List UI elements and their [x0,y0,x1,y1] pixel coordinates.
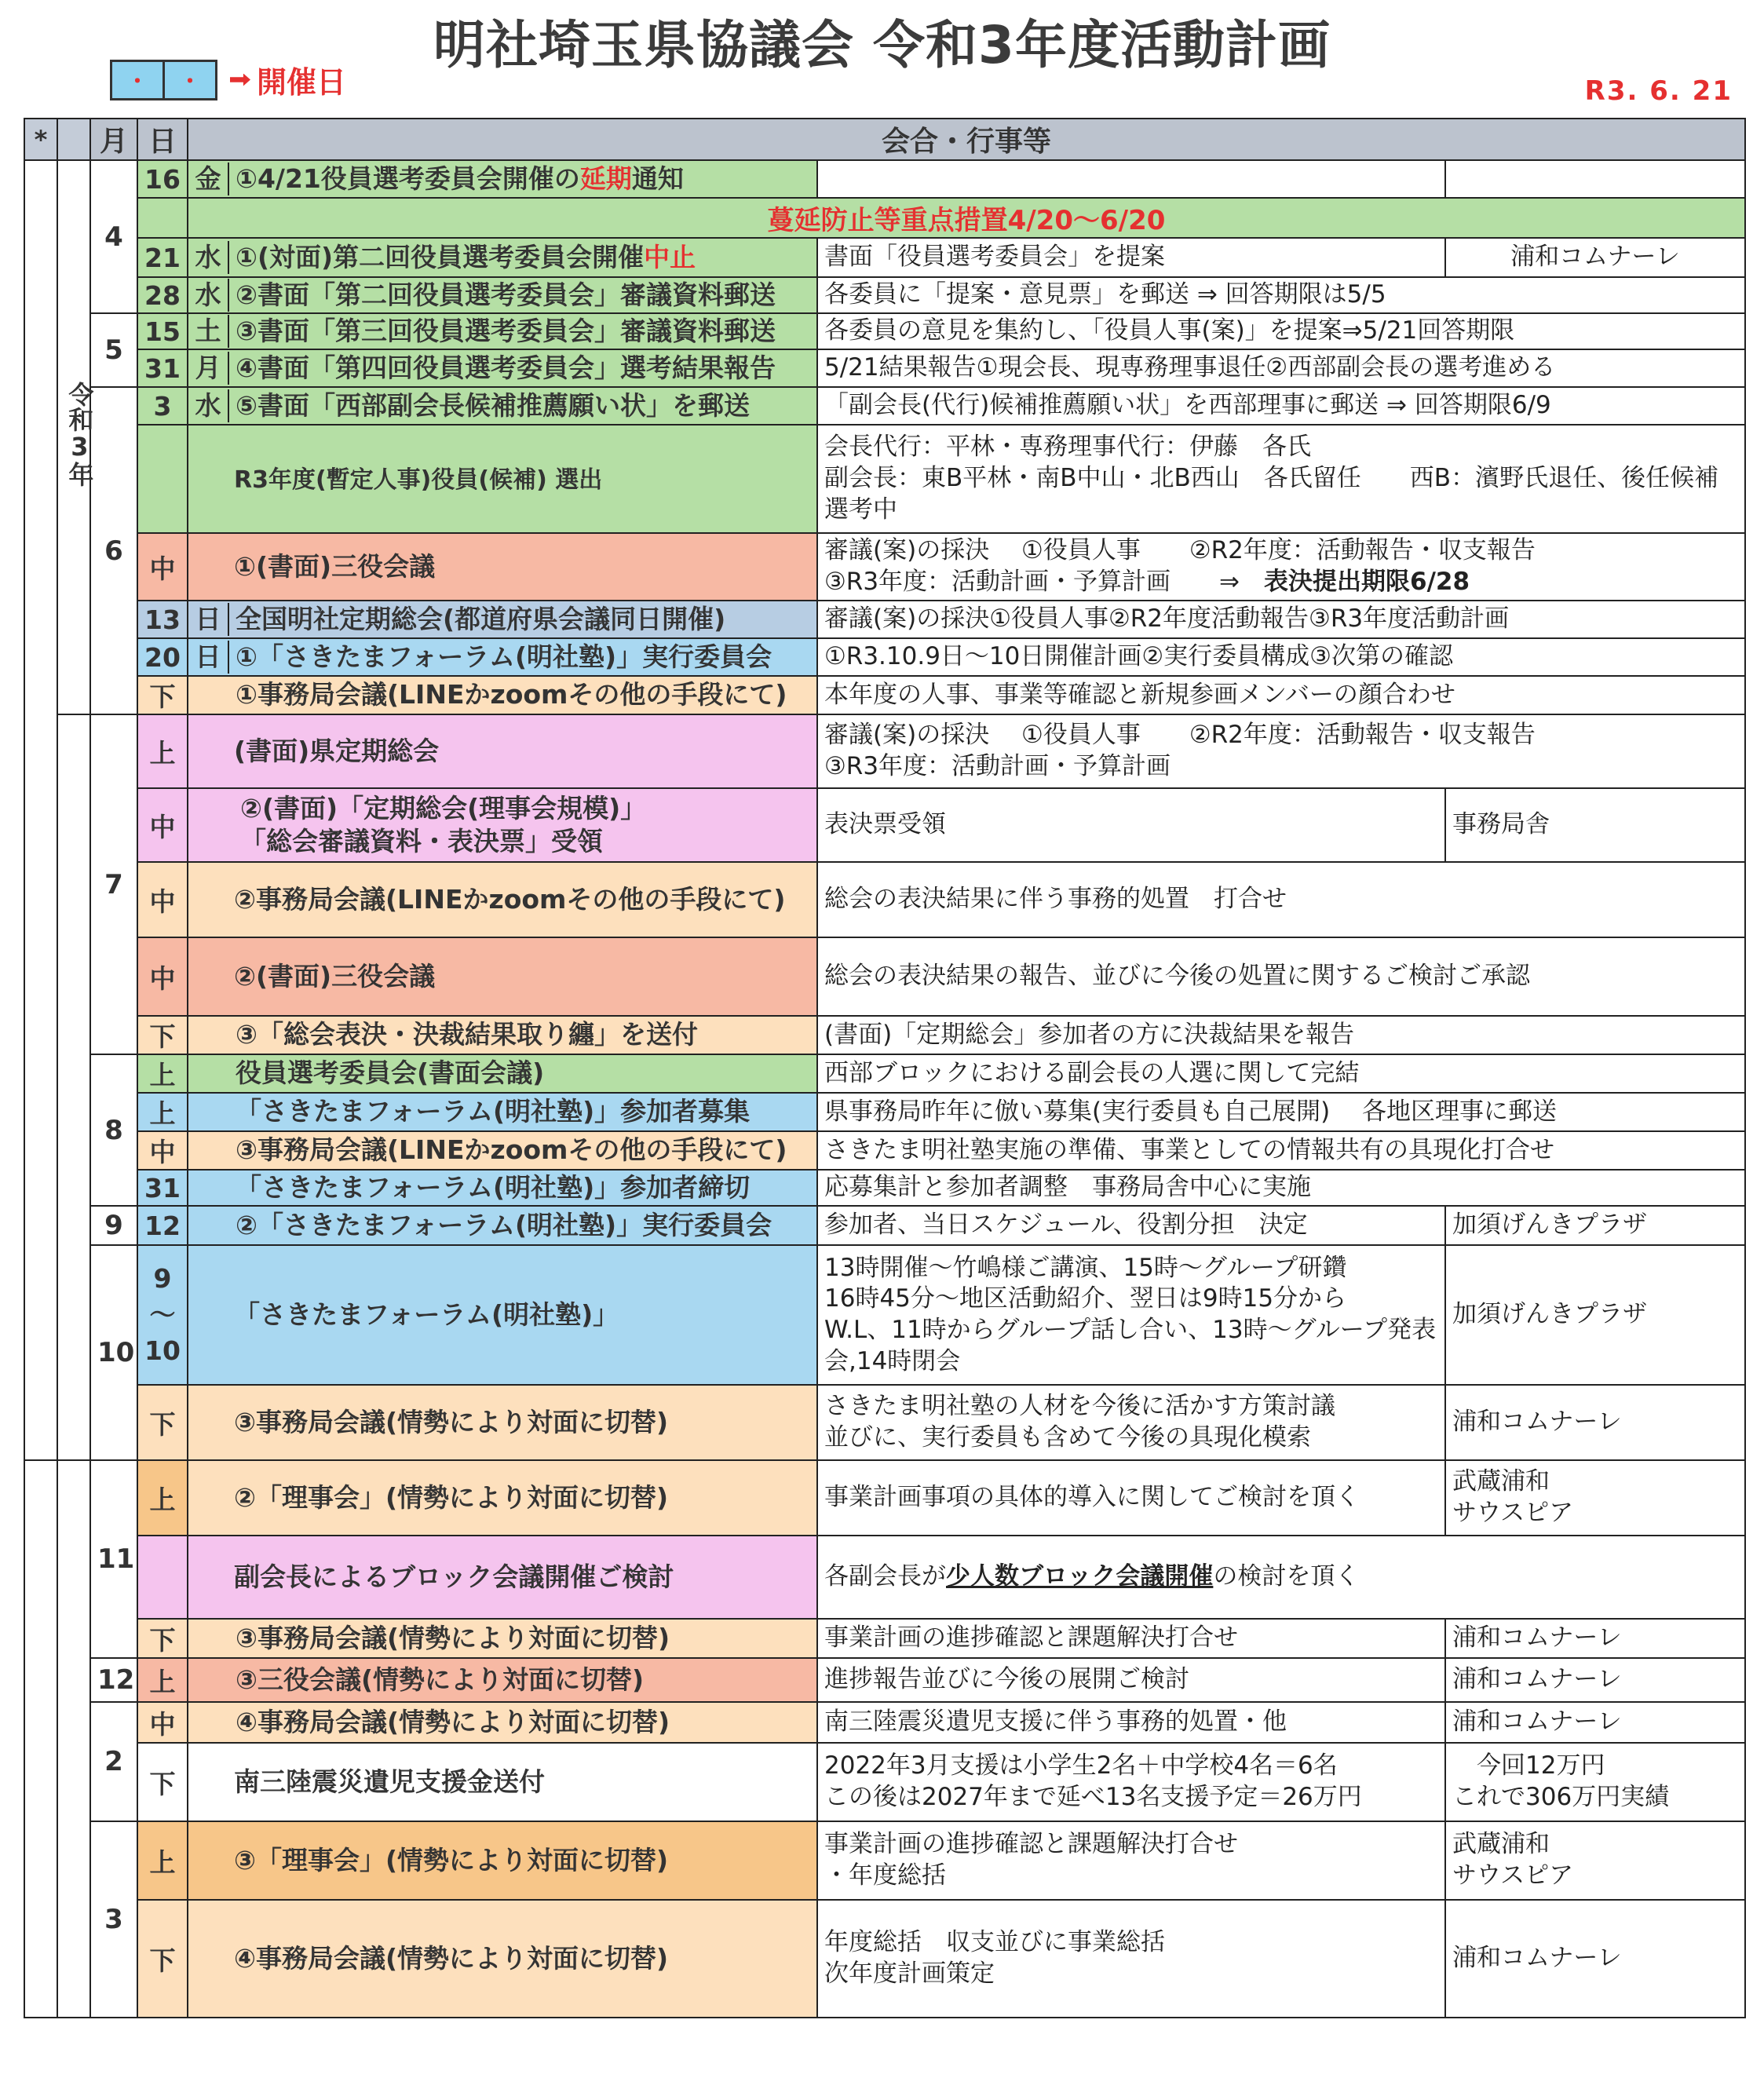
table-row [24,425,1745,533]
event-text: ①「さきたまフォーラム(明社塾)」実行委員会 [236,641,772,672]
note-cell: 事業計画事項の具体的導入に関してご検討を頂く [817,1460,1445,1536]
note-text: 各副会長が [824,1562,946,1591]
note-cell: 西部ブロックにおける副会長の人選に関して完結 [817,1054,1745,1093]
table-row [24,862,1745,937]
pointing-hand-icon [230,74,250,86]
day-cell [137,1536,188,1619]
place-cell: 浦和コムナーレ [1445,1619,1745,1658]
event-cell [188,533,817,601]
event-cell [188,1054,817,1093]
day-cell: 28 [137,277,188,313]
place-cell: 加須げんきプラザ [1445,1245,1745,1385]
table-row [24,714,1745,788]
day-cell: 下 [137,1619,188,1658]
legend-swatch: ・ [165,60,217,100]
place-cell: 浦和コムナーレ [1445,1658,1745,1702]
day-cell: 下 [137,676,188,714]
note-cell: 審議(案)の採決 ①役員人事 ②R2年度：活動報告・収支報告 ③R3年度：活動計画・予算計画 [817,714,1745,788]
table-row [24,638,1745,676]
month-cell: 9 [90,1206,137,1245]
legend-label: 開催日 [257,65,347,100]
table-row [24,601,1745,638]
header-day: 日 [137,119,188,160]
note-cell: (書面)「定期総会」参加者の方に決裁結果を報告 [817,1016,1745,1054]
era-spacer [24,1460,57,2018]
day-cell: 下 [137,1385,188,1460]
event-text: ③「理事会」(情勢により対面に切替) [234,1844,669,1875]
event-text: ⑤書面「西部副会長候補推薦願い状」を郵送 [236,389,750,421]
note-cell: 事業計画の進捗確認と課題解決打合せ [817,1619,1445,1658]
table-row [24,937,1745,1016]
event-text: 通知 [631,163,684,194]
event-cell [188,1702,817,1743]
event-cell [188,862,817,937]
month-cell: 7 [90,714,137,1054]
day-cell: 上 [137,1460,188,1536]
note-cell: 各委員に「提案・意見票」を郵送 ⇒ 回答期限は5/5 [817,277,1745,313]
note-cell: 応募集計と参加者調整 事務局舎中心に実施 [817,1170,1745,1206]
table-row [24,1619,1745,1658]
day-cell: 中 [137,862,188,937]
schedule-table [24,118,1746,2018]
table-row [24,349,1745,387]
note-cell: 表決票受領 [817,788,1445,862]
event-cell [188,601,817,638]
event-text: ③事務局会議(LINEかzoomその他の手段にて) [236,1134,787,1166]
weekday: 月 [188,352,229,385]
event-text: (書面)県定期総会 [234,735,440,766]
event-cell [188,387,817,425]
note-emphasis: 少人数ブロック会議開催 [946,1562,1214,1591]
weekday: 日 [188,641,229,674]
table-row [24,1170,1745,1206]
event-cell [188,349,817,387]
note-cell: 総会の表決結果に伴う事務的処置 打合せ [817,862,1745,937]
table-row [24,1821,1745,1900]
month-cell: 10 [90,1245,137,1460]
place-cell: 武蔵浦和 サウスピア [1445,1821,1745,1900]
note-cell: 会長代行：平林・専務理事代行：伊藤 各氏 副会長：東B平林・南B中山・北B西山 各氏留任 西B：濱野氏退任、後任候補選考中 [817,425,1745,533]
day-cell: 中 [137,937,188,1016]
event-highlight: 延期 [579,163,632,194]
month-cell: 2 [90,1702,137,1821]
day-cell: 15 [137,313,188,349]
note-cell: 年度総括 収支並びに事業総括 次年度計画策定 [817,1900,1445,2018]
table-row [24,198,1745,238]
table-row [24,1131,1745,1170]
legend-swatch: ・ [110,60,165,100]
event-text: ②事務局会議(LINEかzoomその他の手段にて) [234,883,786,915]
table-row [24,676,1745,714]
day-cell: 20 [137,638,188,676]
weekday: 日 [188,603,229,636]
table-row [24,1536,1745,1619]
weekday: 水 [188,279,229,312]
event-text: 全国明社定期総会(都道府県会議同日開催) [236,603,726,634]
event-cell [188,425,817,533]
event-cell [188,1743,817,1821]
day-cell: 中 [137,788,188,862]
note-cell: 2022年3月支援は小学生2名＋中学校4名＝6名 この後は2027年まで延べ13名支援予定＝26万円 [817,1743,1445,1821]
event-cell [188,1536,817,1619]
place-cell: 浦和コムナーレ [1445,1702,1745,1743]
place-cell: 事務局舎 [1445,788,1745,862]
place-cell: 今回12万円 これで306万円実績 [1445,1743,1745,1821]
event-text: ②書面「第二回役員選考委員会」審議資料郵送 [236,279,776,310]
note-cell [817,160,1445,198]
note-emphasis: 表決提出期限6/28 [1264,568,1470,596]
event-text: 「さきたまフォーラム(明社塾)」参加者募集 [236,1096,751,1127]
event-cell [188,714,817,788]
day-cell: 上 [137,1054,188,1093]
event-cell [188,1900,817,2018]
page-title: 明社埼玉県協議会 令和3年度活動計画 [433,15,1331,75]
era-label: 令和3年 [64,381,95,487]
place-cell [1445,160,1745,198]
month-cell: 8 [90,1054,137,1206]
event-cell [188,1170,817,1206]
event-cell [188,676,817,714]
event-text: ③三役会議(情勢により対面に切替) [236,1664,645,1695]
event-cell [188,1385,817,1460]
note-cell: 13時開催～竹嶋様ご講演、15時～グループ研鑽 16時45分～地区活動紹介、翌日は9時15分から W.L、11時からグループ話し合い、13時～グループ発表会,14時閉会 [817,1245,1445,1385]
table-row [24,1900,1745,2018]
table-row [24,160,1745,198]
day-cell: 12 [137,1206,188,1245]
day-cell: 9 ～ 10 [137,1245,188,1385]
note-text: の検討を頂く [1213,1562,1360,1591]
event-text: ④事務局会議(情勢により対面に切替) [236,1706,670,1737]
event-text: ①4/21役員選考委員会開催の [236,163,580,194]
event-cell [188,1821,817,1900]
event-text: ①事務局会議(LINEかzoomその他の手段にて) [236,679,787,710]
month-cell: 6 [90,387,137,714]
table-row [24,1054,1745,1093]
day-cell: 上 [137,1658,188,1702]
day-cell [137,425,188,533]
event-text: 「さきたまフォーラム(明社塾)」参加者締切 [236,1171,751,1203]
event-text: 南三陸震災遺児支援金送付 [234,1766,545,1797]
header-month: 月 [90,119,137,160]
event-text: R3年度(暫定人事)役員(候補) 選出 [234,466,603,494]
era-spacer [57,714,90,1460]
note-cell: 書面「役員選考委員会」を提案 [817,238,1445,277]
event-cell [188,788,817,862]
table-row [24,1093,1745,1131]
note-cell: 総会の表決結果の報告、並びに今後の処置に関するご検討ご承認 [817,937,1745,1016]
event-text: 「さきたまフォーラム(明社塾)」 [234,1298,619,1330]
day-cell: 上 [137,1093,188,1131]
event-cell [188,937,817,1016]
day-cell [137,198,188,238]
place-cell: 浦和コムナーレ [1445,238,1745,277]
day-cell: 3 [137,387,188,425]
month-cell: 11 [90,1460,137,1658]
event-cell [188,313,817,349]
event-text: ①(書面)三役会議 [234,550,436,582]
banner-cell: 蔓延防止等重点措置4/20～6/20 [188,198,1745,238]
era-spacer [57,1460,90,2018]
event-text: ③「総会表決・決裁結果取り纏」を送付 [236,1019,698,1050]
day-cell: 中 [137,1702,188,1743]
table-row [24,533,1745,601]
table-row [24,788,1745,862]
table-row [24,387,1745,425]
day-cell: 下 [137,1743,188,1821]
place-cell: 浦和コムナーレ [1445,1385,1745,1460]
month-cell: 5 [90,313,137,387]
event-cell [188,160,817,198]
event-text: ①(対面)第二回役員選考委員会開催 [236,241,645,272]
event-cell [188,1016,817,1054]
weekday: 水 [188,389,229,422]
day-cell: 16 [137,160,188,198]
table-row [24,1743,1745,1821]
table-row [24,313,1745,349]
weekday: 水 [188,241,229,274]
table-row [24,1206,1745,1245]
event-cell [188,1093,817,1131]
table-row [24,1658,1745,1702]
header-mark: * [24,119,57,160]
event-text: ②(書面)「定期総会(理事会規模)」 「総会審議資料・表決票」受領 [240,792,647,856]
era-cell [57,160,95,714]
day-cell: 下 [137,1900,188,2018]
note-cell: 県事務局昨年に倣い募集(実行委員も自己展開) 各地区理事に郵送 [817,1093,1745,1131]
event-cell [188,1245,817,1385]
table-row [24,1460,1745,1536]
event-text: ③事務局会議(情勢により対面に切替) [234,1406,669,1437]
table-row [24,1245,1745,1385]
event-text: ④事務局会議(情勢により対面に切替) [234,1942,669,1974]
note-cell: 本年度の人事、事業等確認と新規参画メンバーの顔合わせ [817,676,1745,714]
day-cell: 中 [137,533,188,601]
event-text: 役員選考委員会(書面会議) [236,1057,545,1089]
note-cell: 各委員の意見を集約し、「役員人事(案)」を提案⇒5/21回答期限 [817,313,1745,349]
table-row [24,1385,1745,1460]
note-cell: ①R3.10.9日～10日開催計画②実行委員構成③次第の確認 [817,638,1745,676]
event-text: 副会長によるブロック会議開催ご検討 [234,1561,674,1592]
day-cell: 21 [137,238,188,277]
header-blank [57,119,90,160]
table-row [24,277,1745,313]
weekday: 土 [188,315,229,348]
event-highlight: 中止 [644,241,696,272]
event-cell [188,1206,817,1245]
event-cell [188,1131,817,1170]
table-row [24,238,1745,277]
event-text: ③事務局会議(情勢により対面に切替) [236,1622,670,1653]
note-cell: 参加者、当日スケジュール、役割分担 決定 [817,1206,1445,1245]
event-text: ②「さきたまフォーラム(明社塾)」実行委員会 [236,1209,772,1240]
era-spacer [24,160,57,1460]
event-cell [188,1658,817,1702]
day-cell: 上 [137,714,188,788]
table-row [24,1016,1745,1054]
event-text: ②「理事会」(情勢により対面に切替) [234,1481,669,1513]
day-cell: 31 [137,349,188,387]
note-cell: 進捗報告並びに今後の展開ご検討 [817,1658,1445,1702]
event-text: ③書面「第三回役員選考委員会」審議資料郵送 [236,315,776,346]
month-cell: 3 [90,1821,137,2018]
note-cell: 「副会長(代行)候補推薦願い状」を西部理事に郵送 ⇒ 回答期限6/9 [817,387,1745,425]
event-cell [188,277,817,313]
table-row [24,1702,1745,1743]
day-cell: 31 [137,1170,188,1206]
note-cell: 5/21結果報告①現会長、現専務理事退任②西部副会長の選考進める [817,349,1745,387]
day-cell: 下 [137,1016,188,1054]
note-cell: さきたま明社塾の人材を今後に活かす方策討議 並びに、実行委員も含めて今後の具現化模索 [817,1385,1445,1460]
note-cell: 南三陸震災遺児支援に伴う事務的処置・他 [817,1702,1445,1743]
month-cell: 4 [90,160,137,313]
document-date: R3. 6. 21 [1584,75,1733,107]
day-cell: 中 [137,1131,188,1170]
weekday: 金 [188,163,229,195]
day-cell: 上 [137,1821,188,1900]
note-text: 審議(案)の採決 ①役員人事 ②R2年度：活動報告・収支報告 ③R3年度：活動計画・予算計画 ⇒ [824,536,1536,596]
day-cell: 13 [137,601,188,638]
event-cell [188,638,817,676]
note-cell [817,1536,1745,1619]
place-cell: 浦和コムナーレ [1445,1900,1745,2018]
place-cell: 武蔵浦和 サウスピア [1445,1460,1745,1536]
note-cell: 事業計画の進捗確認と課題解決打合せ ・年度総括 [817,1821,1445,1900]
note-cell: 審議(案)の採決①役員人事②R2年度活動報告③R3年度活動計画 [817,601,1745,638]
event-text: ④書面「第四回役員選考委員会」選考結果報告 [236,352,776,383]
header-events: 会合・行事等 [188,119,1745,160]
place-cell: 加須げんきプラザ [1445,1206,1745,1245]
note-cell: さきたま明社塾実施の準備、事業としての情報共有の具現化打合せ [817,1131,1745,1170]
event-text: ②(書面)三役会議 [234,960,436,992]
header-row [24,119,1745,160]
event-cell [188,1619,817,1658]
event-cell [188,238,817,277]
legend [110,58,346,101]
event-cell [188,1460,817,1536]
month-cell: 12 [90,1658,137,1702]
note-cell [817,533,1745,601]
